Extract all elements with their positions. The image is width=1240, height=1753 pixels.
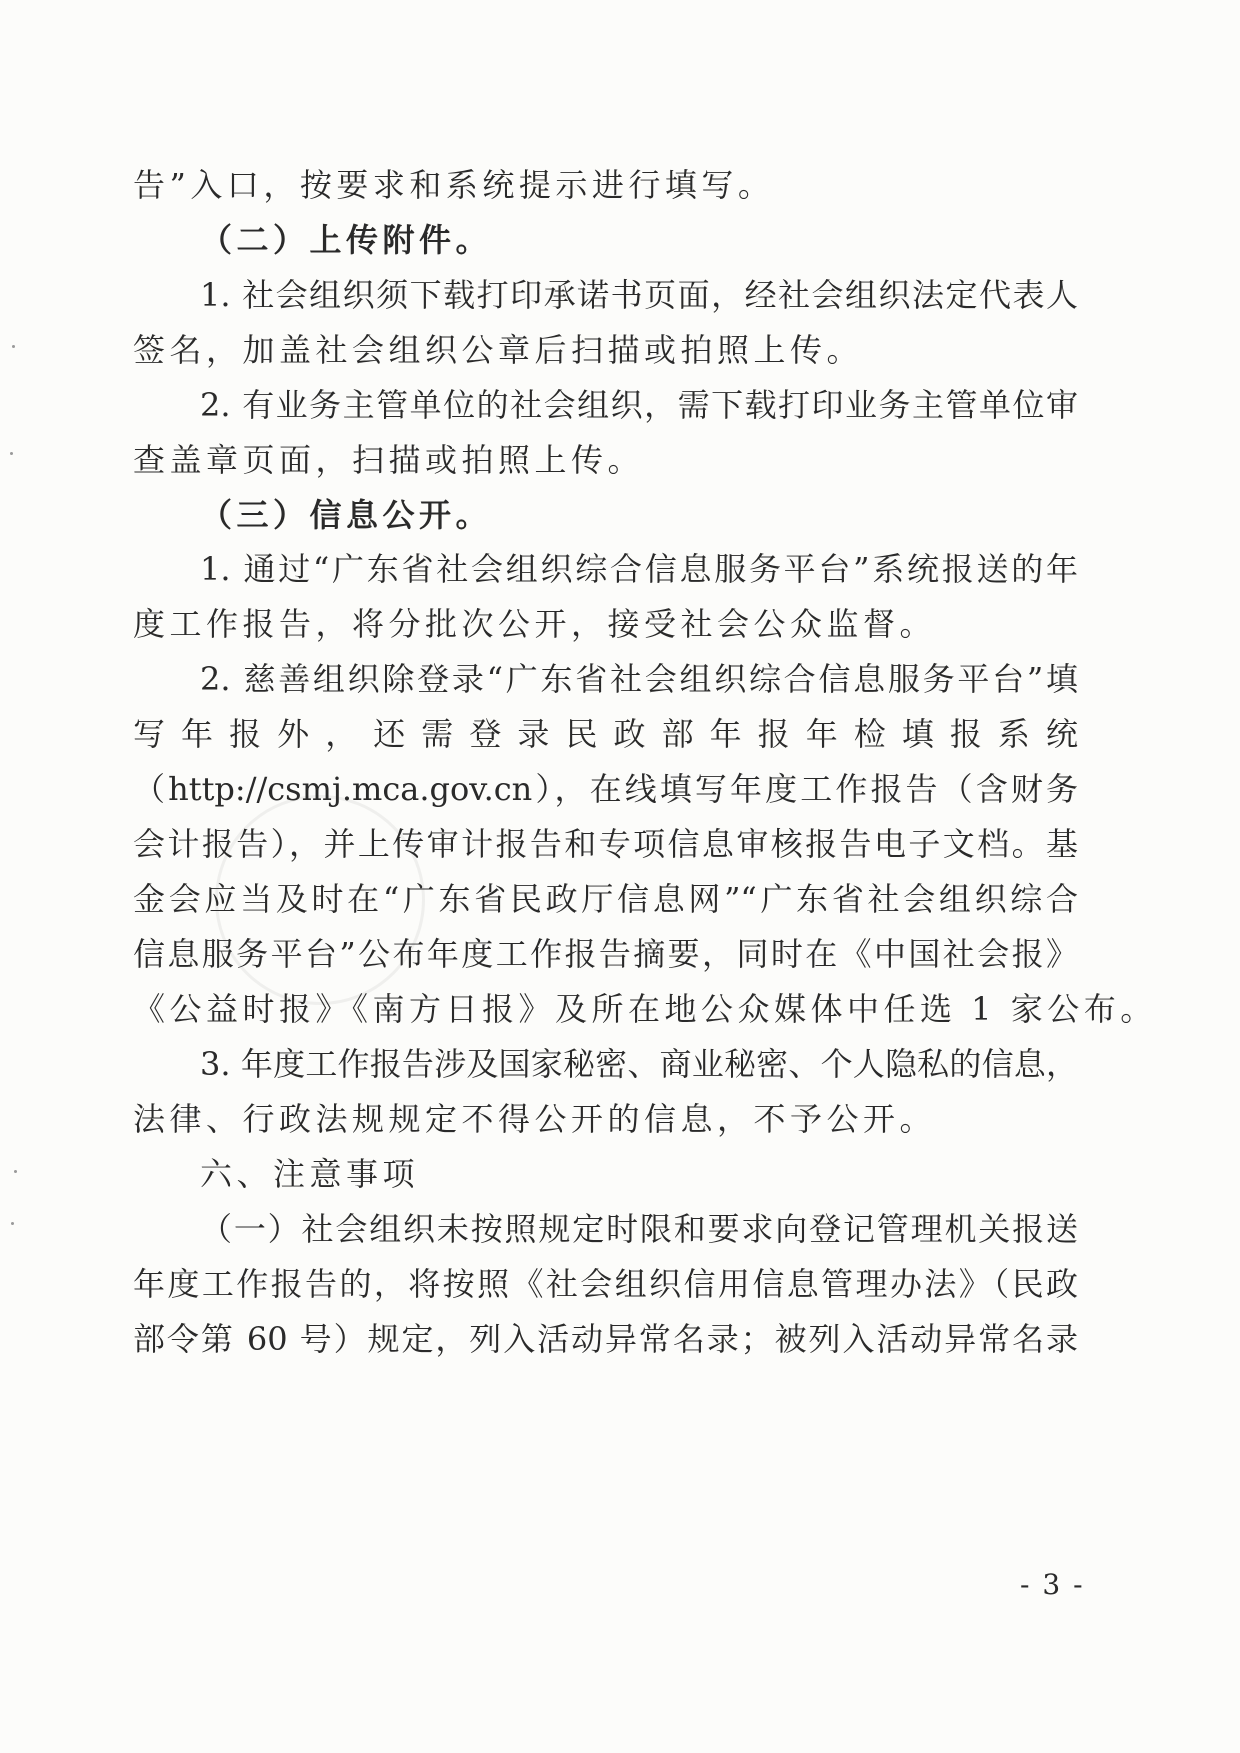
text-line: 写年报外，还需登录民政部年报年检填报系统 xyxy=(133,715,1078,753)
section-heading: （三）信息公开。 xyxy=(200,496,493,534)
text-line: （一）社会组织未按照规定时限和要求向登记管理机关报送 xyxy=(200,1210,1078,1248)
section-heading: 六、注意事项 xyxy=(200,1155,420,1193)
scan-speck xyxy=(11,1222,14,1225)
text-line: 信息服务平台”公布年度工作报告摘要，同时在《中国社会报》 xyxy=(133,935,1078,973)
scan-speck xyxy=(14,1170,17,1173)
scan-speck xyxy=(12,345,15,348)
text-line: 部令第 60 号）规定，列入活动异常名录；被列入活动异常名录 xyxy=(133,1320,1078,1358)
text-line: 签名，加盖社会组织公章后扫描或拍照上传。 xyxy=(133,331,864,369)
text-line: 3. 年度工作报告涉及国家秘密、商业秘密、个人隐私的信息， xyxy=(200,1045,1078,1083)
text-line: 金会应当及时在“广东省民政厅信息网”“广东省社会组织综合 xyxy=(133,880,1078,918)
text-line: 告”入口，按要求和系统提示进行填写。 xyxy=(133,166,775,204)
text-line: 2. 慈善组织除登录“广东省社会组织综合信息服务平台”填 xyxy=(200,660,1078,698)
text-line: 2. 有业务主管单位的社会组织，需下载打印业务主管单位审 xyxy=(200,386,1078,424)
text-line: （http://csmj.mca.gov.cn），在线填写年度工作报告（含财务 xyxy=(133,770,1078,808)
text-line: 会计报告），并上传审计报告和专项信息审核报告电子文档。基 xyxy=(133,825,1078,863)
text-line: 查盖章页面，扫描或拍照上传。 xyxy=(133,441,645,479)
page-number: - 3 - xyxy=(1020,1568,1085,1601)
text-line: 法律、行政法规规定不得公开的信息，不予公开。 xyxy=(133,1100,937,1138)
text-line: 1. 通过“广东省社会组织综合信息服务平台”系统报送的年 xyxy=(200,550,1078,588)
text-line: 《公益时报》《南方日报》及所在地公众媒体中任选 1 家公布。 xyxy=(133,990,1157,1028)
scan-speck xyxy=(10,452,13,455)
text-line: 1. 社会组织须下载打印承诺书页面，经社会组织法定代表人 xyxy=(200,276,1078,314)
text-line: 度工作报告，将分批次公开，接受社会公众监督。 xyxy=(133,605,937,643)
text-line: 年度工作报告的，将按照《社会组织信用信息管理办法》（民政 xyxy=(133,1265,1078,1303)
section-heading: （二）上传附件。 xyxy=(200,221,493,259)
